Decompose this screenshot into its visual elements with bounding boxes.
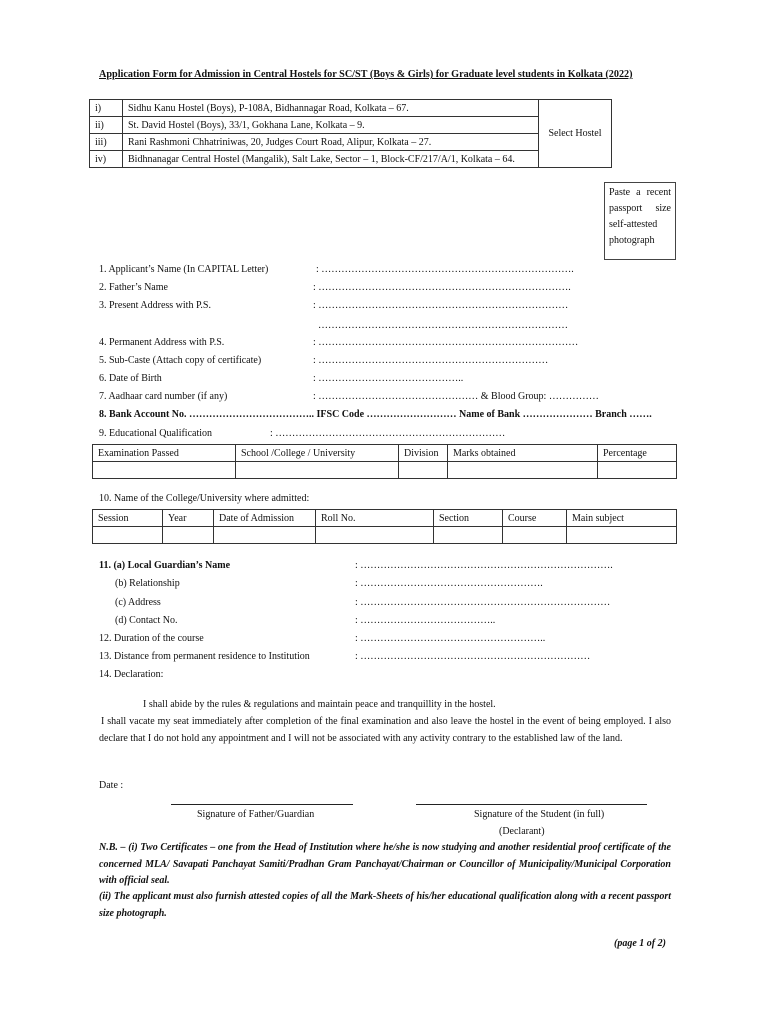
applicant-name-field[interactable]: : …………………………………………………………………. (316, 264, 574, 275)
declarant-label: (Declarant) (499, 826, 545, 837)
table-cell[interactable] (236, 462, 399, 479)
table-cell[interactable] (448, 462, 598, 479)
column-header: Division (399, 445, 448, 462)
table-row[interactable] (93, 462, 677, 479)
date-label[interactable]: Date : (99, 780, 124, 791)
hostel-table (89, 99, 612, 168)
college-admitted-label: 10. Name of the College/University where admitted: (99, 493, 310, 504)
contact-label: (d) Contact No. (115, 615, 178, 626)
student-signature-label: Signature of the Student (in full) (474, 809, 605, 820)
hostel-number: i) (90, 100, 123, 117)
page-number: (page 1 of 2) (614, 938, 666, 949)
guardian-signature-line[interactable] (171, 804, 353, 805)
column-header: Examination Passed (93, 445, 236, 462)
present-address-field-line2[interactable]: ………………………………………………………………… (318, 320, 568, 331)
aadhaar-label: 7. Aadhaar card number (if any) (99, 391, 228, 402)
table-cell[interactable] (163, 527, 214, 544)
permanent-address-field[interactable]: : …………………………………………………………………… (313, 337, 579, 348)
note-marksheets: (ii) The applicant must also furnish attested copies of all the Mark-Sheets of his/her educational qualification along with a recent passport size photograph. (99, 891, 671, 919)
hostel-number: iii) (90, 134, 123, 151)
permanent-address-label: 4. Permanent Address with P.S. (99, 337, 225, 348)
guardian-signature-label: Signature of Father/Guardian (197, 809, 315, 820)
hostel-number: ii) (90, 117, 123, 134)
distance-label: 13. Distance from permanent residence to Institution (99, 651, 310, 662)
table-cell[interactable] (316, 527, 434, 544)
hostel-number: iv) (90, 151, 123, 168)
dob-label: 6. Date of Birth (99, 373, 162, 384)
column-header: Session (93, 510, 163, 527)
hostel-row (90, 134, 612, 151)
father-name-label: 2. Father’s Name (99, 282, 168, 293)
table-cell[interactable] (399, 462, 448, 479)
declaration-paragraph-2: I shall vacate my seat immediately after completion of the final examination and also leave the hostel in the event of being employed. I also declare that I do not hold any appointment and I will not be associated with any activity contrary to the established law of the land. (99, 716, 671, 744)
hostel-row (90, 117, 612, 134)
table-cell[interactable] (434, 527, 503, 544)
select-hostel-cell[interactable]: Select Hostel (539, 100, 612, 168)
table-cell[interactable] (598, 462, 677, 479)
table-cell[interactable] (567, 527, 677, 544)
column-header: Roll No. (316, 510, 434, 527)
photo-box[interactable]: Paste a recent passport size self-attested photograph (604, 182, 676, 260)
table-cell[interactable] (93, 527, 163, 544)
duration-label: 12. Duration of the course (99, 633, 204, 644)
sub-caste-label: 5. Sub-Caste (Attach copy of certificate) (99, 355, 262, 366)
hostel-name: St. David Hostel (Boys), 33/1, Gokhana Lane, Kolkata – 9. (123, 117, 539, 134)
relationship-label: (b) Relationship (115, 578, 180, 589)
column-header: Percentage (598, 445, 677, 462)
table-row[interactable] (93, 527, 677, 544)
column-header: Marks obtained (448, 445, 598, 462)
education-table (92, 444, 677, 479)
table-cell[interactable] (503, 527, 567, 544)
hostel-name: Bidhnanagar Central Hostel (Mangalik), Salt Lake, Sector – 1, Block-CF/217/A/1, Kolkata – 64. (123, 151, 539, 168)
hostel-name: Sidhu Kanu Hostel (Boys), P-108A, Bidhannagar Road, Kolkata – 67. (123, 100, 539, 117)
table-header-row (93, 445, 677, 462)
present-address-field[interactable]: : ………………………………………………………………… (313, 300, 569, 311)
column-header: Main subject (567, 510, 677, 527)
hostel-row (90, 100, 612, 117)
column-header: Course (503, 510, 567, 527)
guardian-name-label: 11. (a) Local Guardian’s Name (99, 560, 231, 571)
relationship-field[interactable]: : ………………………………………………. (355, 578, 543, 589)
hostel-row (90, 151, 612, 168)
duration-field[interactable]: : ……………………………………………….. (355, 633, 546, 644)
declaration-label: 14. Declaration: (99, 669, 164, 680)
column-header: Date of Admission (214, 510, 316, 527)
admission-table (92, 509, 677, 544)
table-cell[interactable] (93, 462, 236, 479)
column-header: School /College / University (236, 445, 399, 462)
column-header: Section (434, 510, 503, 527)
hostel-name: Rani Rashmoni Chhatriniwas, 20, Judges Court Road, Alipur, Kolkata – 27. (123, 134, 539, 151)
distance-field[interactable]: : …………………………………………………………… (355, 651, 591, 662)
bank-details-line[interactable]: 8. Bank Account No. ……………………………….. IFSC Code ……………………… Name of Bank ………………… Branch ……. (99, 409, 652, 420)
table-cell[interactable] (214, 527, 316, 544)
guardian-address-field[interactable]: : ………………………………………………………………… (355, 597, 611, 608)
note-certificates: N.B. – (i) Two Certificates – one from the Head of Institution where he/she is now studying and another residential proof certificate of the concerned MLA/ Savapati Panchayat Samiti/Pradhan Gram Panchayat/Chairman or Councillor of Municipality/Municipal Corporation with official seal. (99, 842, 671, 886)
father-name-field[interactable]: : …………………………………………………………………. (313, 282, 571, 293)
education-label: 9. Educational Qualification (99, 428, 213, 439)
contact-field[interactable]: : ………………………………….. (355, 615, 496, 626)
declaration-paragraph-1: I shall abide by the rules & regulations and maintain peace and tranquillity in the hostel. (143, 699, 496, 710)
aadhaar-blood-field[interactable]: : ………………………………………… & Blood Group: …………… (313, 391, 599, 402)
present-address-label: 3. Present Address with P.S. (99, 300, 211, 311)
dob-field[interactable]: : …………………………………….. (313, 373, 464, 384)
column-header: Year (163, 510, 214, 527)
form-title: Application Form for Admission in Central Hostels for SC/ST (Boys & Girls) for Graduate level students in Kolkata (2022) (99, 69, 633, 80)
table-header-row (93, 510, 677, 527)
applicant-name-label: 1. Applicant’s Name (In CAPITAL Letter) (99, 264, 269, 275)
guardian-address-label: (c) Address (115, 597, 161, 608)
student-signature-line[interactable] (416, 804, 647, 805)
guardian-name-field[interactable]: : …………………………………………………………………. (355, 560, 613, 571)
education-field[interactable]: : …………………………………………………………… (270, 428, 506, 439)
sub-caste-field[interactable]: : …………………………………………………………… (313, 355, 549, 366)
